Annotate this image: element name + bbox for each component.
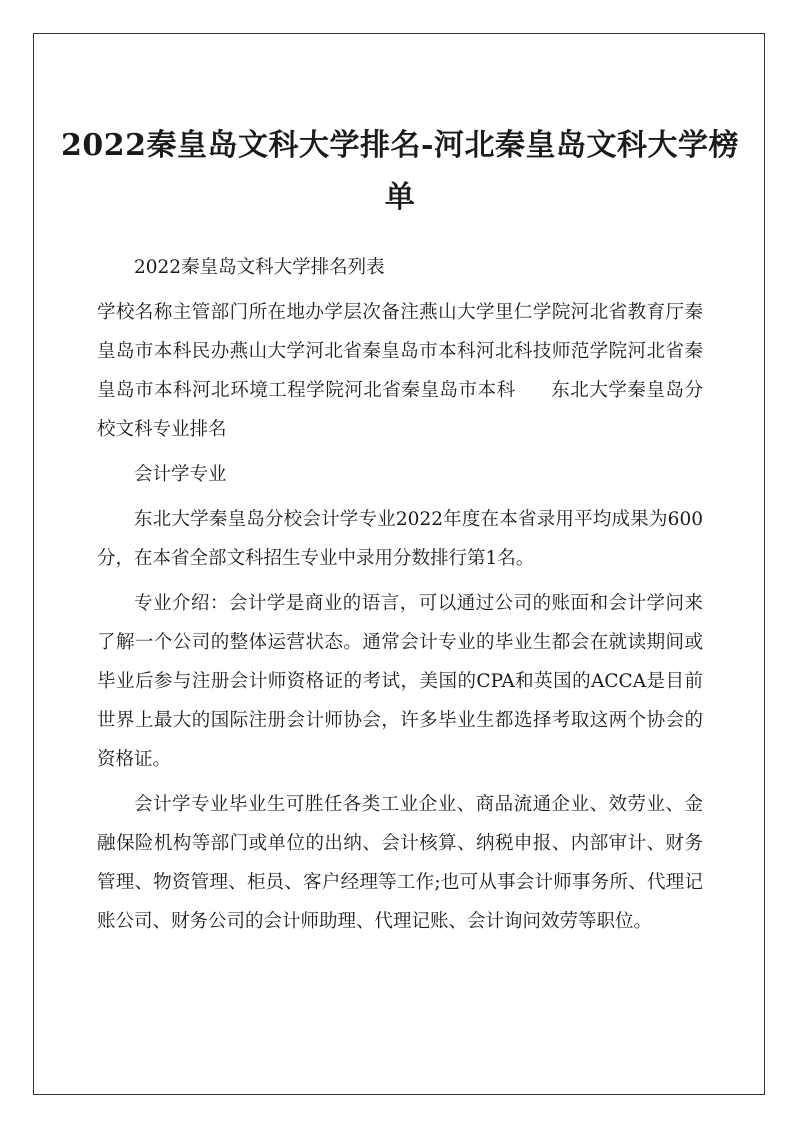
- paragraph-admission-score: 东北大学秦皇岛分校会计学专业2022年度在本省录用平均成果为600分，在本省全部文科招生专业中录用分数排行第1名。: [97, 509, 703, 569]
- ranking-subheading: 东北大学秦皇岛分校文科专业排名: [97, 380, 703, 440]
- paragraph-career-prospects: 会计学专业毕业生可胜任各类工业企业、商品流通企业、效劳业、金融保险机构等部门或单位的出纳、会计核算、纳税申报、内部审计、财务管理、物资管理、柜员、客户经理等工作;也可从事会计师事务所、代理记账公司、财务公司的会计师助理、代理记账、会计询问效劳等职位。: [97, 794, 703, 932]
- paragraph-ranking-list: [97, 293, 703, 449]
- document-body: [97, 248, 703, 947]
- paragraph-major-intro: 专业介绍：会计学是商业的语言，可以通过公司的账面和会计学问来了解一个公司的整体运营状态。通常会计专业的毕业生都会在就读期间或毕业后参与注册会计师资格证的考试，美国的CPA和英国的ACCA是目前世界上最大的国际注册会计师协会，许多毕业生都选择考取这两个协会的资格证。: [97, 593, 703, 770]
- paragraph-major-heading: 会计学专业: [134, 464, 227, 485]
- ranking-list-text: 学校名称主管部门所在地办学层次备注燕山大学里仁学院河北省教育厅秦皇岛市本科民办燕山大学河北省秦皇岛市本科河北科技师范学院河北省秦皇岛市本科河北环境工程学院河北省秦皇岛市本科: [97, 302, 703, 401]
- paragraph-ranking-list-heading: 2022秦皇岛文科大学排名列表: [134, 257, 385, 278]
- document-title: 2022秦皇岛文科大学排名-河北秦皇岛文科大学榜单: [61, 128, 739, 215]
